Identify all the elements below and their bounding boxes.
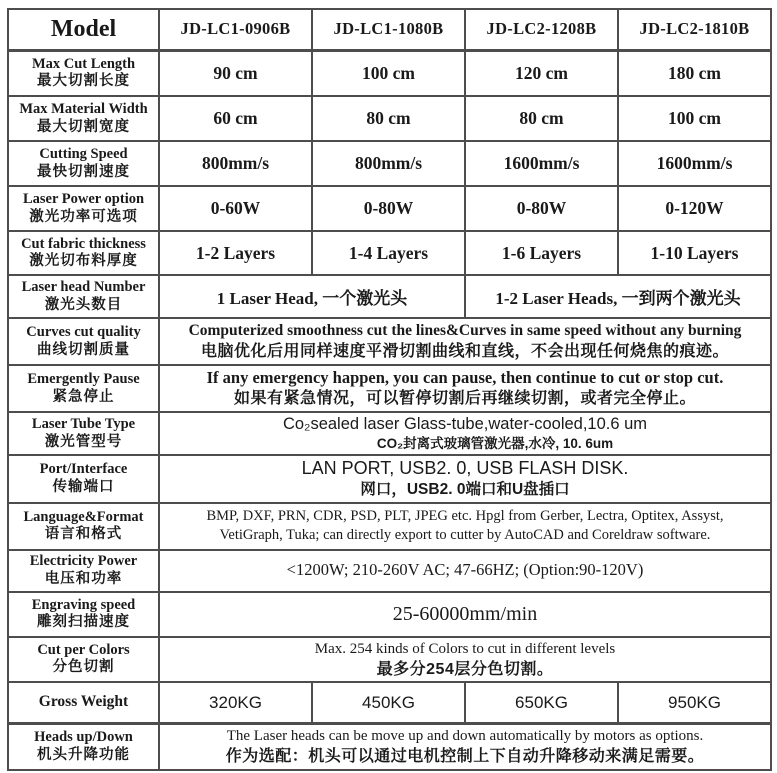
model-name-cell <box>618 9 771 50</box>
label-zh: 机头升降功能 <box>37 746 130 763</box>
label-cell <box>8 141 159 186</box>
spec-value: 80 cm <box>366 108 411 128</box>
label-en: Cutting Speed <box>39 146 128 163</box>
spec-value: 0-60W <box>210 198 261 218</box>
value-cell-merged-right <box>465 275 771 318</box>
spec-text-en: The Laser heads can be move up and down automatically by motors as options. <box>226 727 704 744</box>
value-cell <box>159 186 312 231</box>
label-cell <box>8 231 159 275</box>
value-cell <box>312 186 465 231</box>
model-name-cell <box>312 9 465 50</box>
row-fabric-thickness <box>8 231 771 275</box>
label-cell <box>8 318 159 365</box>
value-cell <box>465 96 618 141</box>
value-cell-full <box>159 365 771 412</box>
model-name: JD-LC1-0906B <box>180 19 291 39</box>
spec-value: 1-2 Layers <box>195 242 276 263</box>
value-cell-full <box>159 455 771 503</box>
row-cut-colors <box>8 637 771 683</box>
spec-text-en: If any emergency happen, you can pause, then continue to cut or stop cut. <box>206 368 724 387</box>
value-cell <box>312 231 465 275</box>
label-zh: 电压和功率 <box>44 570 123 587</box>
label-en: Laser Tube Type <box>31 416 136 433</box>
spec-text-en: Computerized smoothness cut the lines&Curves in same speed without any burning <box>188 321 742 339</box>
row-cutting-speed <box>8 141 771 186</box>
row-gross-weight <box>8 682 771 723</box>
spec-value: 100 cm <box>668 108 721 128</box>
label-zh: 紧急停止 <box>52 388 115 405</box>
value-cell <box>465 50 618 96</box>
spec-value: 80 cm <box>519 108 564 128</box>
value-cell <box>618 186 771 231</box>
value-cell-full <box>159 550 771 592</box>
model-name-cell <box>159 9 312 50</box>
spec-value: 1600mm/s <box>503 153 580 173</box>
spec-value: 120 cm <box>515 62 568 83</box>
label-zh: 激光切布料厚度 <box>29 253 138 269</box>
spec-value: 1-4 Layers <box>348 242 429 263</box>
label-zh: 激光头数目 <box>44 296 123 313</box>
spec-value: 800mm/s <box>201 153 270 173</box>
row-laser-heads <box>8 275 771 318</box>
label-en: Laser Power option <box>22 191 145 208</box>
label-cell <box>8 50 159 96</box>
model-name-cell <box>465 9 618 50</box>
value-cell <box>312 141 465 186</box>
value-cell-full <box>159 637 771 683</box>
label-zh: 雕刻扫描速度 <box>37 614 130 631</box>
row-max-cut-length <box>8 50 771 96</box>
spec-value: 90 cm <box>213 62 258 83</box>
value-cell-full <box>159 503 771 550</box>
spec-text: <1200W; 210-260V AC; 47-66HZ; (Option:90-120V) <box>286 560 644 580</box>
label-zh: 传输端口 <box>52 478 115 495</box>
value-cell-full <box>159 723 771 769</box>
label-en: Max Material Width <box>19 101 148 118</box>
model-name: JD-LC1-1080B <box>333 19 444 39</box>
label-en: Gross Weight <box>38 693 129 711</box>
label-en: Cut per Colors <box>37 642 130 659</box>
label-en: Language&Format <box>23 508 144 525</box>
label-cell <box>8 682 159 723</box>
spec-value: 650KG <box>515 692 568 712</box>
spec-text-zh: 电脑优化后用同样速度平滑切割曲线和直线，不会出现任何烧焦的痕迹。 <box>200 342 729 360</box>
label-cell <box>8 455 159 503</box>
spec-value: 800mm/s <box>354 153 423 173</box>
label-cell <box>8 592 159 637</box>
spec-value: 1 Laser Head, 一个激光头 <box>216 289 408 308</box>
spec-text-zh: 如果有紧急情况，可以暂停切割后再继续切割，或者完全停止。 <box>233 390 696 408</box>
label-zh: 最大切割宽度 <box>37 118 130 135</box>
value-cell <box>159 231 312 275</box>
spec-text-zh: CO₂封离式玻璃管激光器,水冷, 10. 6um <box>376 436 614 452</box>
value-cell <box>618 141 771 186</box>
value-cell <box>618 682 771 723</box>
value-cell <box>312 50 465 96</box>
label-en: Max Cut Length <box>31 55 136 72</box>
spec-value: 100 cm <box>362 62 415 83</box>
row-max-material-width <box>8 96 771 141</box>
spec-text-en: LAN PORT, USB2. 0, USB FLASH DISK. <box>301 458 629 479</box>
value-cell <box>159 682 312 723</box>
row-emergency-pause <box>8 365 771 412</box>
value-cell-full <box>159 318 771 365</box>
row-electricity <box>8 550 771 592</box>
row-laser-power <box>8 186 771 231</box>
label-zh: 分色切割 <box>52 659 115 676</box>
spec-value: 320KG <box>209 692 262 712</box>
row-port-interface <box>8 455 771 503</box>
label-cell <box>8 637 159 683</box>
value-cell <box>465 141 618 186</box>
value-cell <box>159 96 312 141</box>
label-zh: 激光管型号 <box>44 433 123 450</box>
label-en: Curves cut quality <box>26 324 141 341</box>
spec-value: 1600mm/s <box>656 153 733 173</box>
value-cell <box>465 682 618 723</box>
row-header <box>8 9 771 50</box>
label-cell <box>8 365 159 412</box>
model-header-cell <box>8 9 159 50</box>
label-cell <box>8 96 159 141</box>
spec-value: 0-80W <box>516 198 567 218</box>
value-cell <box>312 96 465 141</box>
spec-text: 25-60000mm/min <box>392 602 538 625</box>
row-curves-quality <box>8 318 771 365</box>
value-cell <box>618 231 771 275</box>
spec-text-zh: 网口，USB2. 0端口和U盘插口 <box>360 481 570 499</box>
label-cell <box>8 550 159 592</box>
label-zh: 最快切割速度 <box>37 163 130 180</box>
model-header-label: Model <box>50 15 117 42</box>
row-heads-updown <box>8 723 771 769</box>
label-en: Electricity Power <box>29 553 138 570</box>
spec-value: 950KG <box>668 692 721 712</box>
label-cell <box>8 275 159 318</box>
label-en: Engraving speed <box>31 596 136 613</box>
label-cell <box>8 723 159 769</box>
spec-table <box>7 8 772 771</box>
spec-text-line2: VetiGraph, Tuka; can directly export to cutter by AutoCAD and Coreldraw software. <box>219 527 711 544</box>
value-cell <box>465 186 618 231</box>
spec-text-line1: BMP, DXF, PRN, CDR, PSD, PLT, JPEG etc. Hpgl from Gerber, Lectra, Optitex, Assyst, <box>206 507 724 524</box>
row-laser-tube <box>8 412 771 455</box>
row-engraving-speed <box>8 592 771 637</box>
model-name: JD-LC2-1810B <box>639 19 750 39</box>
spec-value: 0-120W <box>665 198 724 218</box>
spec-value: 180 cm <box>668 62 721 83</box>
spec-text-zh: 最多分254层分色切割。 <box>376 660 554 678</box>
spec-text-en: Co₂sealed laser Glass-tube,water-cooled,10.6 um <box>282 415 648 434</box>
value-cell-full <box>159 412 771 455</box>
label-en: Heads up/Down <box>34 729 133 746</box>
value-cell-full <box>159 592 771 637</box>
label-en: Emergently Pause <box>27 371 140 388</box>
label-zh: 最大切割长度 <box>37 73 130 90</box>
label-en: Cut fabric thickness <box>21 235 146 252</box>
label-zh: 曲线切割质量 <box>37 341 130 358</box>
spec-text-en: Max. 254 kinds of Colors to cut in different levels <box>314 640 616 657</box>
spec-value: 60 cm <box>213 108 258 128</box>
spec-value: 1-10 Layers <box>650 242 739 263</box>
spec-value: 0-80W <box>363 198 414 218</box>
value-cell <box>618 50 771 96</box>
model-name: JD-LC2-1208B <box>486 19 597 39</box>
spec-value: 1-2 Laser Heads, 一到两个激光头 <box>495 289 741 308</box>
label-zh: 语言和格式 <box>44 526 123 543</box>
value-cell <box>159 50 312 96</box>
value-cell <box>312 682 465 723</box>
spec-value: 1-6 Layers <box>501 242 582 263</box>
label-en: Laser head Number <box>21 279 146 296</box>
label-cell <box>8 412 159 455</box>
spec-value: 450KG <box>362 692 415 712</box>
value-cell <box>159 141 312 186</box>
spec-text-zh: 作为选配：机头可以通过电机控制上下自动升降移动来满足需要。 <box>225 748 705 766</box>
label-zh: 激光功率可选项 <box>29 208 138 225</box>
value-cell-merged-left <box>159 275 465 318</box>
label-en: Port/Interface <box>39 461 128 478</box>
label-cell <box>8 186 159 231</box>
value-cell <box>618 96 771 141</box>
label-cell <box>8 503 159 550</box>
row-language-format <box>8 503 771 550</box>
value-cell <box>465 231 618 275</box>
